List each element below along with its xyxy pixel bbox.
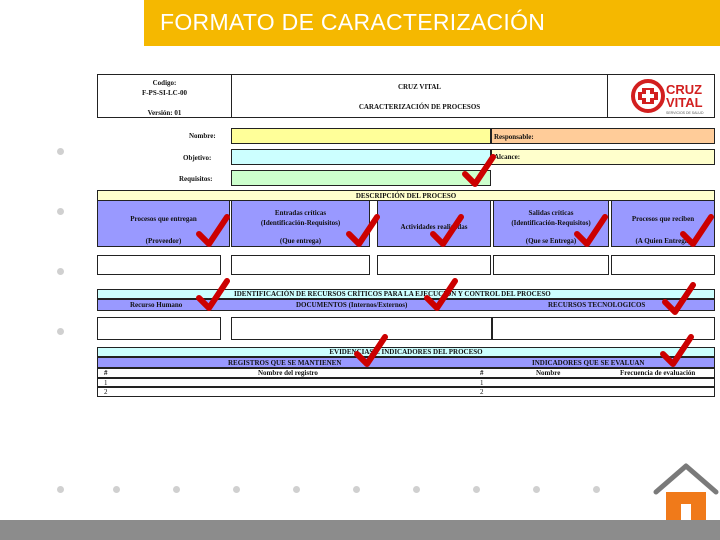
dot	[113, 486, 120, 493]
cross-logo-icon	[608, 75, 714, 117]
input-recurso-humano[interactable]	[97, 317, 221, 340]
dot	[533, 486, 540, 493]
checkmark-icon	[662, 282, 696, 316]
input-entradas-criticas[interactable]	[231, 255, 370, 275]
checkmark-icon	[424, 278, 458, 312]
frecuencia-label: Frecuencia de evaluación	[620, 369, 696, 377]
requisitos-label: Requisitos:	[179, 175, 213, 183]
col5-title: Procesos que reciben	[631, 215, 695, 223]
responsable-field[interactable]	[491, 128, 715, 144]
col2-sub1: (Identificación-Requisitos)	[260, 219, 341, 227]
recursos-columns	[97, 299, 715, 311]
dot	[293, 486, 300, 493]
alcance-field[interactable]	[491, 149, 715, 165]
dot	[57, 268, 64, 275]
hash-left: #	[104, 369, 108, 377]
responsable-label: Responsable:	[494, 133, 534, 141]
input-procesos-entregan[interactable]	[97, 255, 221, 275]
col4-sub1: (Identificación-Requisitos)	[511, 219, 591, 227]
logo-line1: CRUZ	[666, 82, 703, 97]
dot	[233, 486, 240, 493]
evidencias-row-1[interactable]	[97, 378, 715, 387]
row1-left: 1	[104, 379, 108, 387]
checkmark-icon	[196, 214, 230, 248]
dot	[57, 208, 64, 215]
dot	[353, 486, 360, 493]
alcance-label: Alcance:	[494, 153, 521, 161]
checkmark-icon	[680, 214, 714, 248]
checkmark-icon	[660, 334, 694, 368]
input-salidas-criticas[interactable]	[493, 255, 609, 275]
row2-right: 2	[480, 388, 484, 396]
checkmark-icon	[196, 278, 230, 312]
version-label: Versión: 01	[147, 109, 182, 117]
nombre-registro-label: Nombre del registro	[258, 369, 318, 377]
col4-title: Salidas críticas	[528, 209, 574, 217]
descripcion-title: DESCRIPCIÓN DEL PROCESO	[355, 192, 457, 200]
title-cell	[231, 74, 608, 118]
recurso-humano-label: Recurso Humano	[130, 301, 183, 309]
tecnologicos-label: RECURSOS TECNOLOGICOS	[548, 301, 646, 309]
logo-line2: VITAL	[666, 95, 703, 110]
hash-right: #	[480, 369, 484, 377]
code-label: Codigo:	[152, 79, 177, 87]
col2-sub2: (Que entrega)	[279, 237, 322, 245]
evidencias-title: EVIDENCIAS E INDICADORES DEL PROCESO	[329, 348, 483, 356]
col1-title: Procesos que entregan	[130, 215, 197, 223]
dot	[413, 486, 420, 493]
col2-title: Entradas críticas	[274, 209, 327, 217]
documentos-label: DOCUMENTOS (Internos/Externos)	[296, 301, 408, 309]
nombre-field[interactable]	[231, 128, 491, 144]
evidencias-header	[97, 347, 715, 357]
dot	[173, 486, 180, 493]
row1-right: 1	[480, 379, 484, 387]
col1-sub: (Proveedor)	[145, 237, 182, 245]
checkmark-icon	[354, 334, 388, 368]
home-icon[interactable]	[652, 462, 720, 522]
objetivo-label: Objetivo:	[183, 154, 212, 162]
evidencias-subheader	[97, 368, 715, 378]
checkmark-icon	[430, 214, 464, 248]
checkmark-icon	[462, 154, 496, 188]
dot	[57, 328, 64, 335]
banner-title: FORMATO DE CARACTERIZACIÓN	[160, 9, 546, 35]
objetivo-field[interactable]	[231, 149, 491, 165]
characterization-form	[97, 74, 715, 402]
document-title: CARACTERIZACIÓN DE PROCESOS	[358, 103, 481, 111]
registros-label: REGISTROS QUE SE MANTIENEN	[228, 359, 342, 367]
col3-title: Actividades realizadas	[400, 223, 468, 231]
dot	[57, 486, 64, 493]
col4-sub2: (Que se Entrega)	[525, 237, 577, 245]
code-value: F-PS-SI-LC-00	[141, 89, 188, 97]
col5-sub: (A Quien Entrega)	[635, 237, 691, 245]
recursos-title: IDENTIFICACIÓN DE RECURSOS CRÍTICOS PARA LA EJECUCIÓN Y CONTROL DEL PROCESO	[234, 290, 551, 298]
logo-tagline: SERVICIOS DE SALUD	[666, 111, 704, 115]
input-procesos-reciben[interactable]	[611, 255, 715, 275]
dot	[57, 148, 64, 155]
title-banner	[144, 0, 720, 46]
footer-bar	[0, 520, 720, 540]
logo-cell	[607, 74, 715, 118]
checkmark-icon	[346, 214, 380, 248]
dot	[593, 486, 600, 493]
code-cell	[97, 74, 232, 118]
checkmark-icon	[574, 214, 608, 248]
requisitos-field[interactable]	[231, 170, 491, 186]
recursos-header	[97, 289, 715, 299]
evidencias-row-2[interactable]	[97, 387, 715, 397]
nombre-label: Nombre	[536, 369, 561, 377]
indicadores-label: INDICADORES QUE SE EVALUAN	[532, 359, 645, 367]
nombre-label: Nombre:	[189, 132, 216, 140]
input-actividades[interactable]	[377, 255, 491, 275]
row2-left: 2	[104, 388, 108, 396]
dot	[473, 486, 480, 493]
evidencias-columns	[97, 357, 715, 368]
company-name: CRUZ VITAL	[397, 83, 442, 91]
